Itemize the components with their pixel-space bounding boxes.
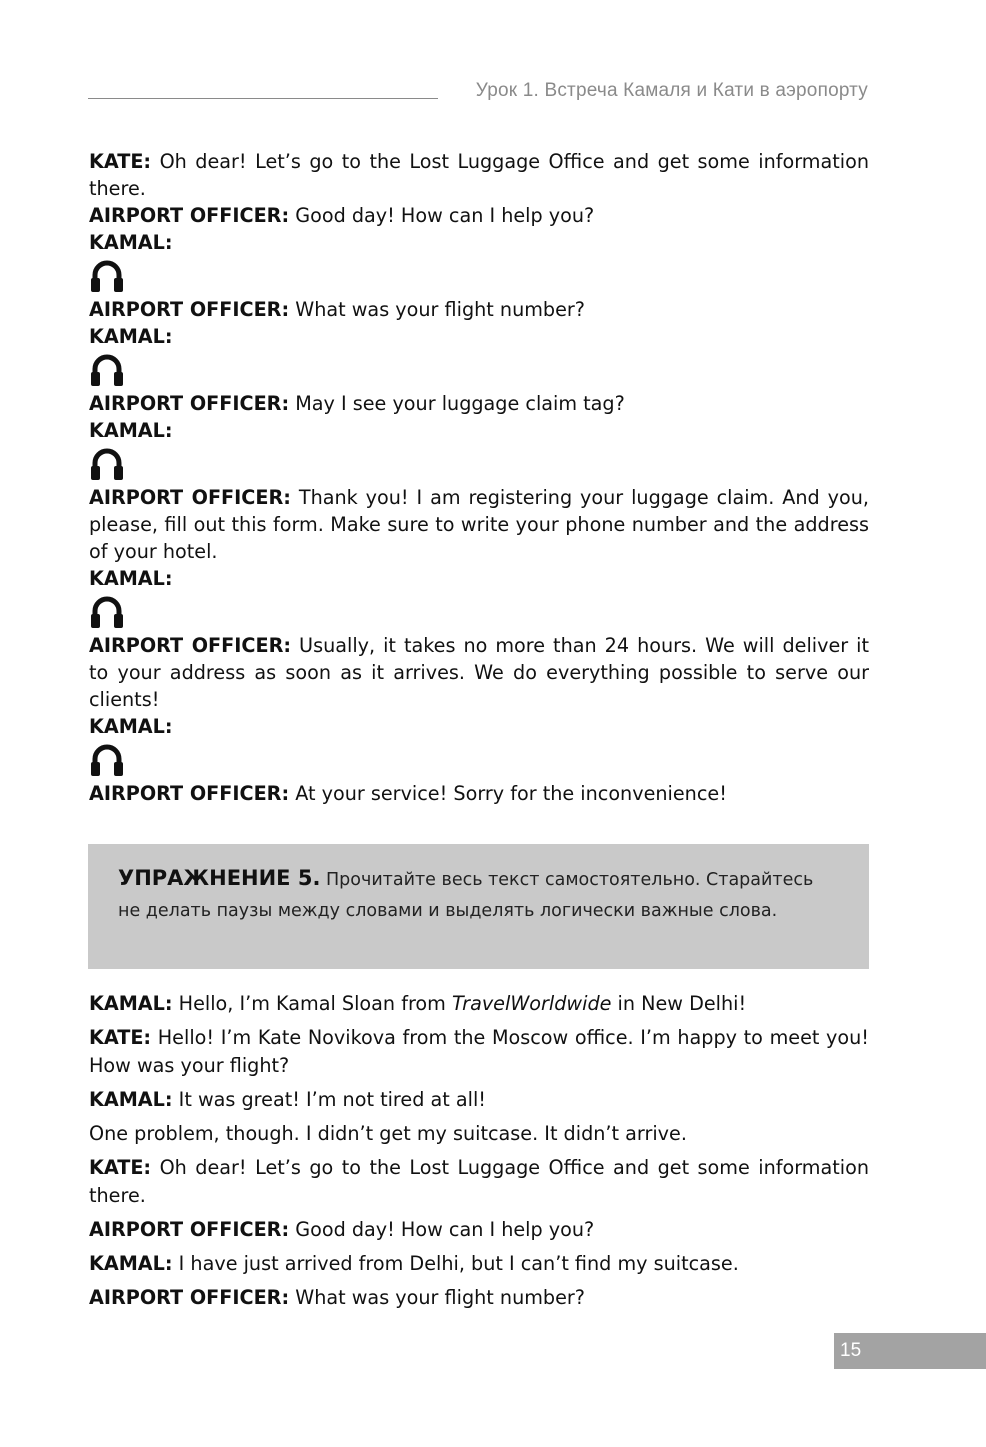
audio-slot — [89, 740, 869, 780]
dialog-line — [89, 323, 869, 350]
exercise-box — [88, 844, 869, 969]
speaker-label: KAMAL: — [89, 1088, 173, 1111]
speaker-label: KAMAL: — [89, 567, 173, 590]
reading-line — [89, 1284, 869, 1312]
dialog-line — [89, 390, 869, 417]
line-text: Thank you! I am registering your luggage claim. And you, please, fill out this form. Make sure to write your phone number and the address of your hotel. — [89, 486, 869, 563]
line-text: Oh dear! Let’s go to the Lost Luggage Office and get some information there. — [89, 1156, 869, 1207]
dialog-line — [89, 713, 869, 740]
line-text: May I see your luggage claim tag? — [289, 392, 625, 415]
headphones-icon — [89, 595, 125, 629]
line-text: It was great! I’m not tired at all! — [172, 1088, 486, 1111]
running-header — [88, 80, 868, 110]
line-text: Hello, I’m Kamal Sloan from — [172, 992, 452, 1015]
speaker-label: KAMAL: — [89, 325, 173, 348]
speaker-label: AIRPORT OFFICER: — [89, 392, 290, 415]
line-text: I have just arrived from Delhi, but I can’t find my suitcase. — [172, 1252, 739, 1275]
headphones-icon — [89, 743, 125, 777]
line-text: Good day! How can I help you? — [289, 204, 595, 227]
audio-slot — [89, 592, 869, 632]
audio-slot — [89, 350, 869, 390]
line-text: One problem, though. I didn’t get my suitcase. It didn’t arrive. — [89, 1122, 687, 1145]
reading-line — [89, 990, 869, 1018]
speaker-label: KATE: — [89, 1156, 152, 1179]
speaker-label: KAMAL: — [89, 231, 173, 254]
listening-dialog — [89, 148, 869, 807]
exercise-instruction — [118, 863, 839, 927]
speaker-label: AIRPORT OFFICER: — [89, 634, 292, 657]
line-text: What was your flight number? — [289, 298, 585, 321]
reading-line — [89, 1154, 869, 1210]
line-text: At your service! Sorry for the inconvenience! — [289, 782, 727, 805]
reading-line — [89, 1250, 869, 1278]
speaker-label: AIRPORT OFFICER: — [89, 298, 290, 321]
audio-slot — [89, 444, 869, 484]
exercise-label: УПРАЖНЕНИЕ 5. — [118, 866, 321, 890]
speaker-label: KATE: — [89, 1026, 152, 1049]
headphones-icon — [89, 259, 125, 293]
line-text: Usually, it takes no more than 24 hours. We will deliver it to your address as soon as it arrives. We do everything possible to serve our clients! — [89, 634, 870, 711]
audio-slot — [89, 256, 869, 296]
dialog-line — [89, 565, 869, 592]
dialog-line — [89, 202, 869, 229]
line-text: Hello! I’m Kate Novikova from the Moscow office. I’m happy to meet you! How was your flight? — [89, 1026, 869, 1077]
line-text: What was your flight number? — [289, 1286, 585, 1309]
speaker-label: KAMAL: — [89, 419, 173, 442]
speaker-label: AIRPORT OFFICER: — [89, 1286, 290, 1309]
line-text: Good day! How can I help you? — [289, 1218, 595, 1241]
reading-line — [89, 1216, 869, 1244]
line-text: in New Delhi! — [611, 992, 747, 1015]
company-name: TravelWorldwide — [451, 992, 612, 1015]
header-rule — [88, 98, 438, 99]
speaker-label: KAMAL: — [89, 715, 173, 738]
reading-line — [89, 1024, 869, 1080]
speaker-label: KAMAL: — [89, 1252, 173, 1275]
reading-text — [89, 990, 869, 1318]
dialog-line — [89, 484, 869, 565]
speaker-label: KAMAL: — [89, 992, 173, 1015]
dialog-line — [89, 148, 869, 202]
dialog-line — [89, 632, 869, 713]
reading-line — [89, 1086, 869, 1114]
speaker-label: AIRPORT OFFICER: — [89, 486, 291, 509]
speaker-label: AIRPORT OFFICER: — [89, 204, 290, 227]
speaker-label: KATE: — [89, 150, 152, 173]
dialog-line — [89, 780, 869, 807]
chapter-title: Урок 1. Встреча Камаля и Кати в аэропорту — [475, 80, 868, 101]
speaker-label: AIRPORT OFFICER: — [89, 1218, 290, 1241]
page-number: 15 — [834, 1333, 986, 1369]
dialog-line — [89, 296, 869, 323]
speaker-label: AIRPORT OFFICER: — [89, 782, 290, 805]
reading-line — [89, 1120, 869, 1148]
exercise-text: Прочитайте весь текст самостоятельно. Старайтесь не делать паузы между словами и выделять логически важные слова. — [118, 870, 814, 921]
headphones-icon — [89, 353, 125, 387]
line-text: Oh dear! Let’s go to the Lost Luggage Office and get some information there. — [89, 150, 869, 200]
headphones-icon — [89, 447, 125, 481]
dialog-line — [89, 229, 869, 256]
dialog-line — [89, 417, 869, 444]
